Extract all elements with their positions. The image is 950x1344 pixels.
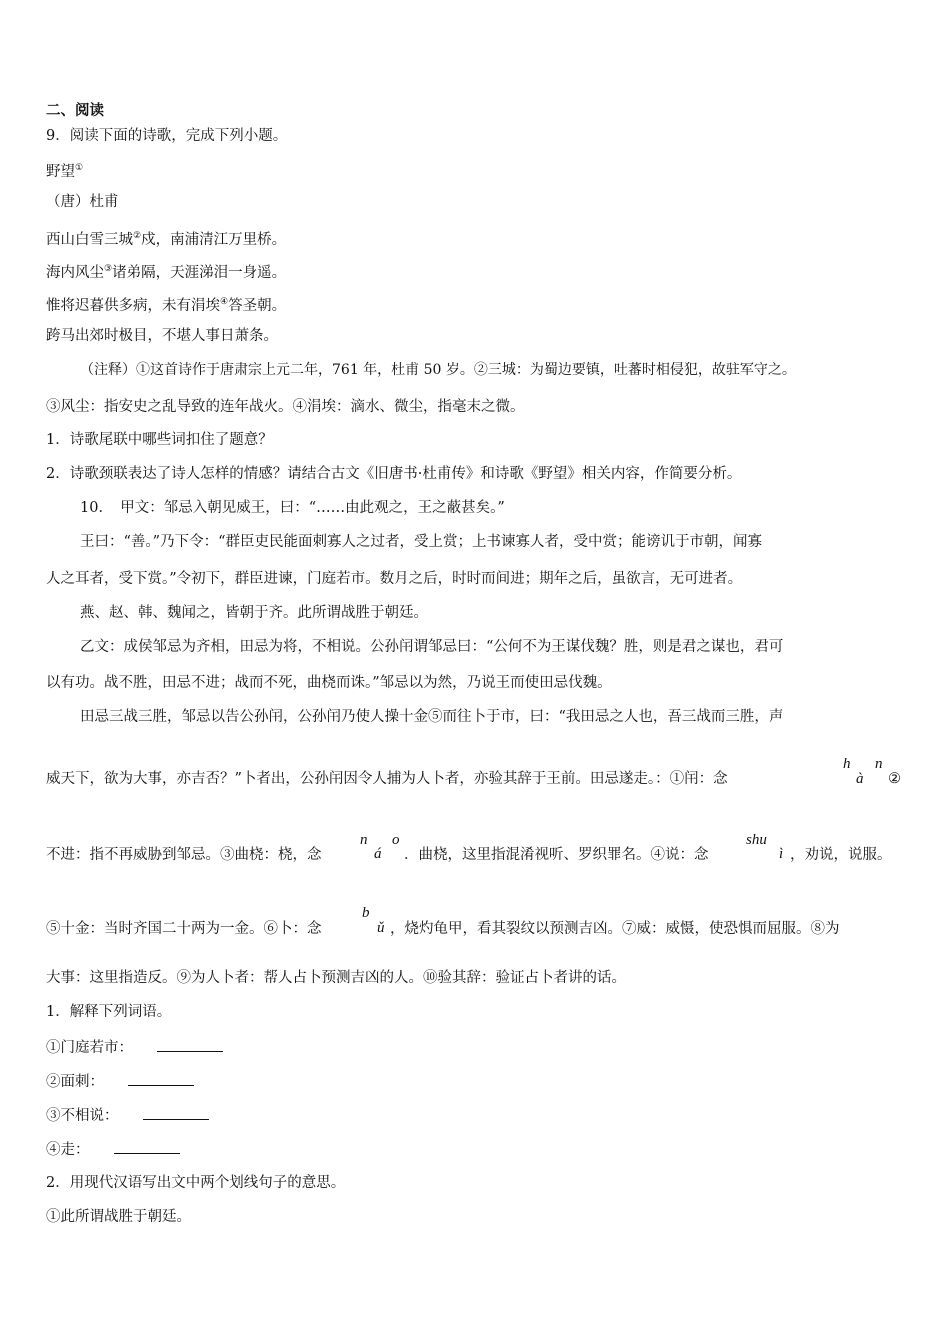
question-9-sub-1: 1．诗歌尾联中哪些词扣住了题意？ bbox=[46, 432, 273, 448]
answer-blank-4[interactable] bbox=[114, 1139, 180, 1154]
question-10-intro: 10． 甲文：邹忌入朝见威王，曰：“……由此观之，王之蔽甚矣。” bbox=[80, 500, 505, 516]
passage-a-para-1b: 人之耳者，受下赏。”令初下，群臣进谏，门庭若市。数月之后，时时而间进；期年之后，虽欲言，无可进者。 bbox=[46, 571, 743, 587]
pinyin-nao-n: n bbox=[360, 832, 368, 848]
answer-blank-1[interactable] bbox=[157, 1037, 223, 1052]
pinyin-han-h: h bbox=[843, 756, 851, 772]
pinyin-nao-o: o bbox=[392, 832, 400, 848]
pinyin-han-n: n bbox=[875, 756, 883, 772]
question-9-prompt: 9．阅读下面的诗歌，完成下列小题。 bbox=[46, 128, 288, 144]
question-10-sub-1: 1．解释下列词语。 bbox=[46, 1004, 172, 1020]
answer-blank-3[interactable] bbox=[143, 1105, 209, 1120]
word-item-1: ①门庭若市： bbox=[46, 1037, 223, 1058]
passage-b-para-2b: 威天下，欲为大事，亦吉否？”卜者出，公孙闬因令人捕为人卜者，亦验其辞于王前。田忌遂走。：①闬：念 bbox=[46, 771, 728, 787]
pinyin-bu-u: ǔ bbox=[377, 920, 385, 936]
passage-b-para-1a: 乙文：成侯邹忌为齐相，田忌为将，不相说。公孙闬谓邹忌曰：“公何不为王谋伐魏？胜，则是君之谋也，君可 bbox=[80, 639, 784, 655]
passage-b-para-1b: 以有功。战不胜，田忌不进；战而不死，曲桡而诛。”邹忌以为然，乃说王而使田忌伐魏。 bbox=[46, 675, 612, 691]
poem-line-4: 跨马出郊时极目，不堪人事日萧条。 bbox=[46, 328, 278, 344]
note-marker-2: ② bbox=[888, 771, 901, 787]
section-title: 二、阅读 bbox=[46, 103, 104, 119]
word-item-4: ④走： bbox=[46, 1139, 180, 1160]
poem-notes-1: （注释）①这首诗作于唐肃宗上元二年，761 年，杜甫 50 岁。②三城：为蜀边要镇，吐蕃时相侵犯，故驻军守之。 bbox=[80, 362, 796, 378]
notes-line-4-end: ，烧灼龟甲，看其裂纹以预测吉凶。⑦威：威慑，使恐惧而屈服。⑧为 bbox=[390, 921, 840, 937]
pinyin-nao-a: á bbox=[374, 846, 382, 862]
word-item-2: ②面刺： bbox=[46, 1071, 194, 1092]
passage-b-para-2a: 田忌三战三胜，邹忌以告公孙闬，公孙闬乃使人操十金⑤而往卜于市，曰：“我田忌之人也，吾三战而三胜，声 bbox=[80, 709, 784, 725]
passage-a-para-1a: 王曰：“善。”乃下令：“群臣吏民能面刺寡人之过者，受上赏；上书谏寡人者，受中赏；能谤讥于市朝，闻寡 bbox=[80, 534, 762, 550]
word-item-3: ③不相说： bbox=[46, 1105, 209, 1126]
pinyin-bu-b: b bbox=[362, 905, 370, 921]
pinyin-shui-shu: shu bbox=[746, 832, 767, 848]
poem-line-2: 海内风尘③诸弟隔，天涯涕泪一身遥。 bbox=[46, 264, 287, 281]
notes-line-4: ⑤十金：当时齐国二十两为一金。⑥卜：念 bbox=[46, 921, 322, 937]
poem-author: （唐）杜甫 bbox=[46, 194, 119, 210]
poem-notes-2: ③风尘：指安史之乱导致的连年战火。④涓埃：滴水、微尘，指毫末之微。 bbox=[46, 399, 525, 415]
question-9-sub-2: 2．诗歌颈联表达了诗人怎样的情感？请结合古文《旧唐书·杜甫传》和诗歌《野望》相关内容，作简要分析。 bbox=[46, 466, 742, 482]
sentence-item-1: ①此所谓战胜于朝廷。 bbox=[46, 1209, 191, 1225]
answer-blank-2[interactable] bbox=[128, 1071, 194, 1086]
notes-line-3: 不进：指不再威胁到邹忌。③曲桡：桡，念 bbox=[46, 847, 322, 863]
poem-line-1: 西山白雪三城②戍，南浦清江万里桥。 bbox=[46, 231, 287, 248]
passage-a-para-2: 燕、赵、韩、魏闻之，皆朝于齐。此所谓战胜于朝廷。 bbox=[80, 605, 428, 621]
question-10-sub-2: 2．用现代汉语写出文中两个划线句子的意思。 bbox=[46, 1175, 346, 1191]
pinyin-han-a: à bbox=[856, 771, 864, 787]
notes-line-3-end: ，劝说，说服。 bbox=[790, 847, 892, 863]
pinyin-shui-i: ì bbox=[779, 846, 784, 862]
notes-line-5: 大事：这里指造反。⑨为人卜者：帮人占卜预测吉凶的人。⑩验其辞：验证占卜者讲的话。 bbox=[46, 970, 626, 986]
notes-line-3-mid: ．曲桡，这里指混淆视听、罗织罪名。④说：念 bbox=[404, 847, 709, 863]
poem-title: 野望① bbox=[46, 163, 84, 180]
poem-line-3: 惟将迟暮供多病，未有涓埃④答圣朝。 bbox=[46, 297, 287, 314]
